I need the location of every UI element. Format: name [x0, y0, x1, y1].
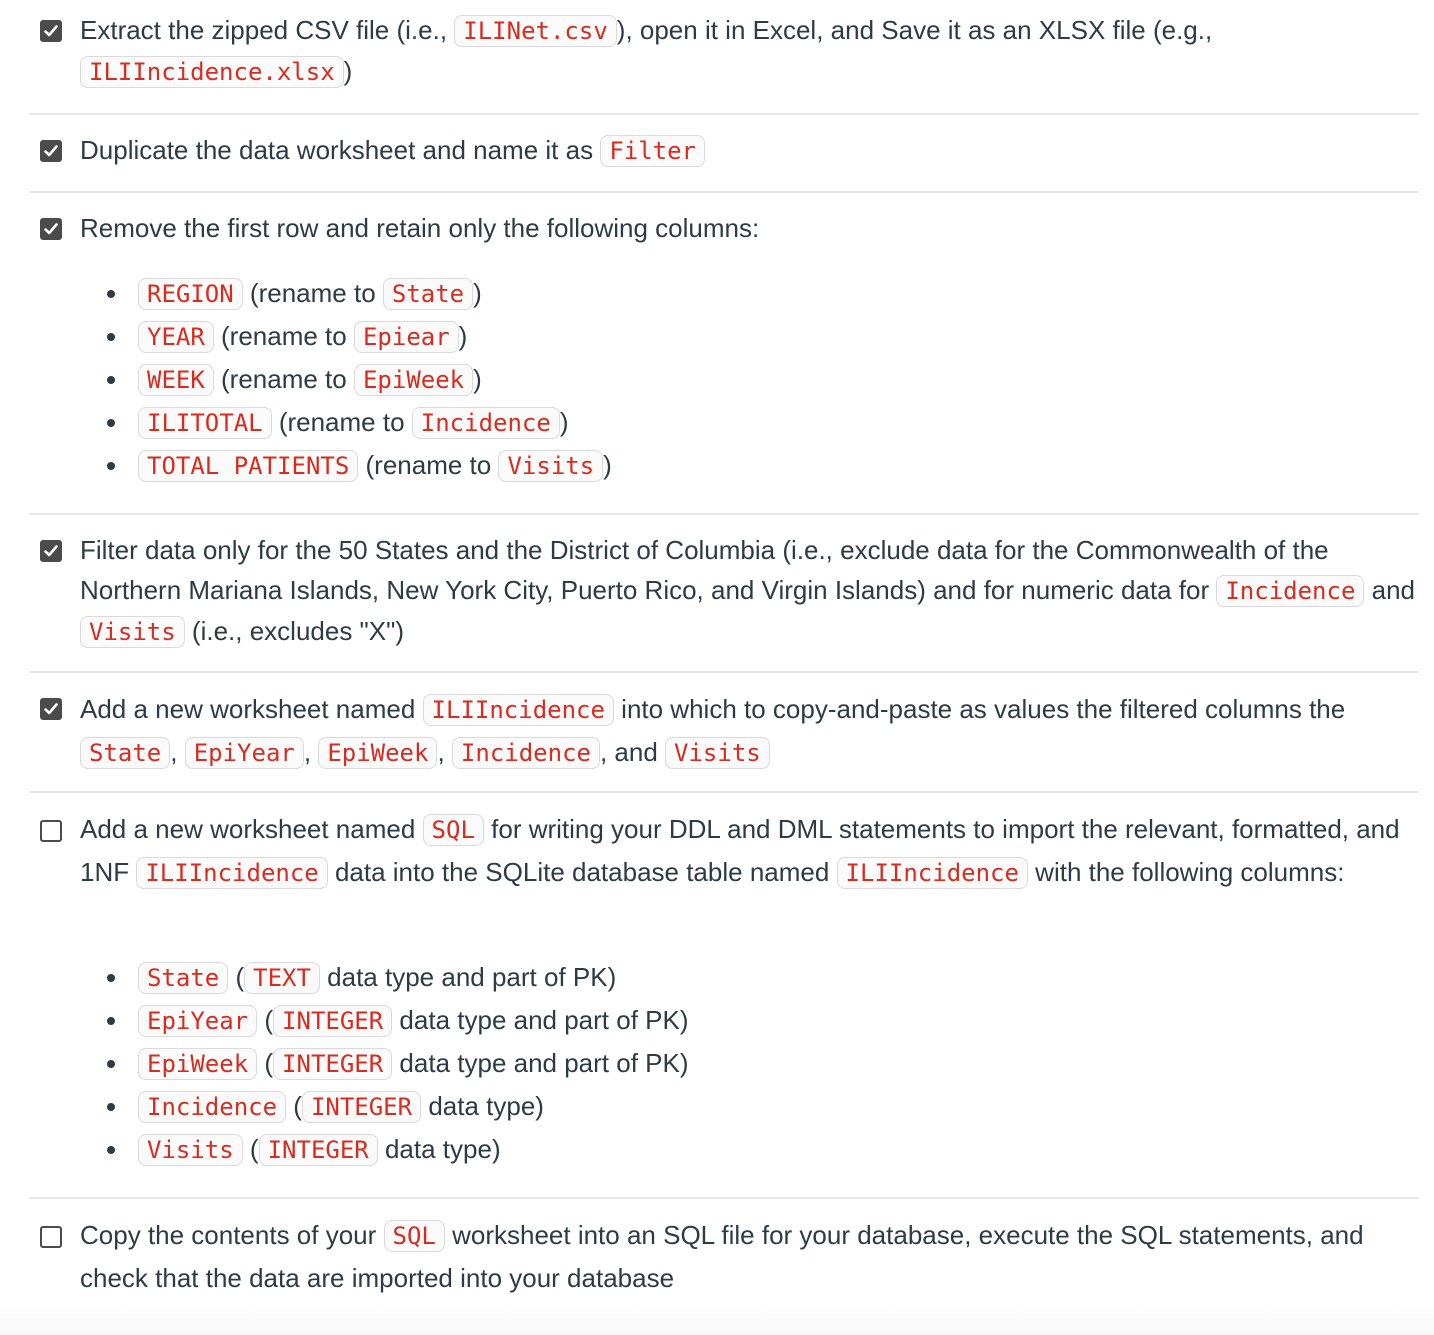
checkbox-checked-icon[interactable] [40, 20, 62, 42]
inline-code: Incidence [452, 737, 600, 769]
inline-code: ILIIncidence.xlsx [80, 56, 344, 88]
divider [30, 671, 1418, 673]
column-list [108, 956, 689, 1171]
checkbox-checked-icon[interactable] [40, 218, 62, 240]
task-text: Duplicate the data worksheet and name it as Filter [80, 130, 1418, 171]
list-item: • Visits ( INTEGER data type) [130, 1128, 689, 1171]
inline-code: SQL [384, 1220, 445, 1252]
inline-code: Visits [665, 737, 770, 769]
task-text: Filter data only for the 50 States and the District of Columbia (i.e., exclude data for the Commonwealth of the Northern Mariana Islands, New York City, Puerto Rico, and Virgin Islands) and for numeric data for Incidence and Visits (i.e., excludes "X") [80, 535, 1416, 646]
task-text: Extract the zipped CSV file (i.e., ILINet.csv ), open it in Excel, and Save it as an XLSX file (e.g., ILIIncidence.xlsx ) [80, 15, 1213, 86]
checkbox-checked-icon[interactable] [40, 540, 62, 562]
inline-code: SQL [423, 814, 484, 846]
divider [30, 113, 1418, 115]
list-item: • ILITOTAL (rename to Incidence ) [130, 401, 612, 444]
inline-code: State [80, 737, 170, 769]
list-item: • EpiYear ( INTEGER data type and part of PK) [130, 999, 689, 1042]
list-item: • Incidence ( INTEGER data type) [130, 1085, 689, 1128]
checkbox-checked-icon[interactable] [40, 698, 62, 720]
divider [30, 191, 1418, 193]
task-text: Copy the contents of your SQL worksheet into an SQL file for your database, execute the SQL statements, and check that the data are imported into your database [80, 1220, 1364, 1293]
checkbox-checked-icon[interactable] [40, 140, 62, 162]
task-text: Add a new worksheet named SQL for writing your DDL and DML statements to import the relevant, formatted, and 1NF ILIIncidence data into the SQLite database table named ILIIncidence with the following columns: [80, 814, 1400, 887]
column-list [108, 272, 612, 487]
checkbox-empty-icon[interactable] [40, 1226, 62, 1248]
list-item: • YEAR (rename to Epiear ) [130, 315, 612, 358]
list-item: • EpiWeek ( INTEGER data type and part of PK) [130, 1042, 689, 1085]
inline-code: ILIIncidence [423, 694, 614, 726]
divider [30, 513, 1418, 515]
list-item: • State ( TEXT data type and part of PK) [130, 956, 689, 999]
divider [30, 791, 1418, 793]
list-item: • WEEK (rename to EpiWeek ) [130, 358, 612, 401]
bottom-shade [0, 1305, 1434, 1335]
inline-code: Incidence [1216, 575, 1364, 607]
list-item: • REGION (rename to State ) [130, 272, 612, 315]
inline-code: ILINet.csv [454, 15, 617, 47]
task-text: Add a new worksheet named ILIIncidence into which to copy-and-paste as values the filtered columns the State , EpiYear , EpiWeek , Incidence , and Visits [80, 694, 1346, 767]
inline-code: Visits [80, 616, 185, 648]
inline-code: ILIIncidence [136, 857, 327, 889]
inline-code: ILIIncidence [837, 857, 1028, 889]
checkbox-empty-icon[interactable] [40, 820, 62, 842]
list-item: • TOTAL PATIENTS (rename to Visits ) [130, 444, 612, 487]
task-text: Remove the first row and retain only the following columns: [80, 213, 760, 243]
inline-code: Filter [600, 135, 705, 167]
divider [30, 1197, 1418, 1199]
inline-code: EpiWeek [318, 737, 437, 769]
inline-code: EpiYear [185, 737, 304, 769]
